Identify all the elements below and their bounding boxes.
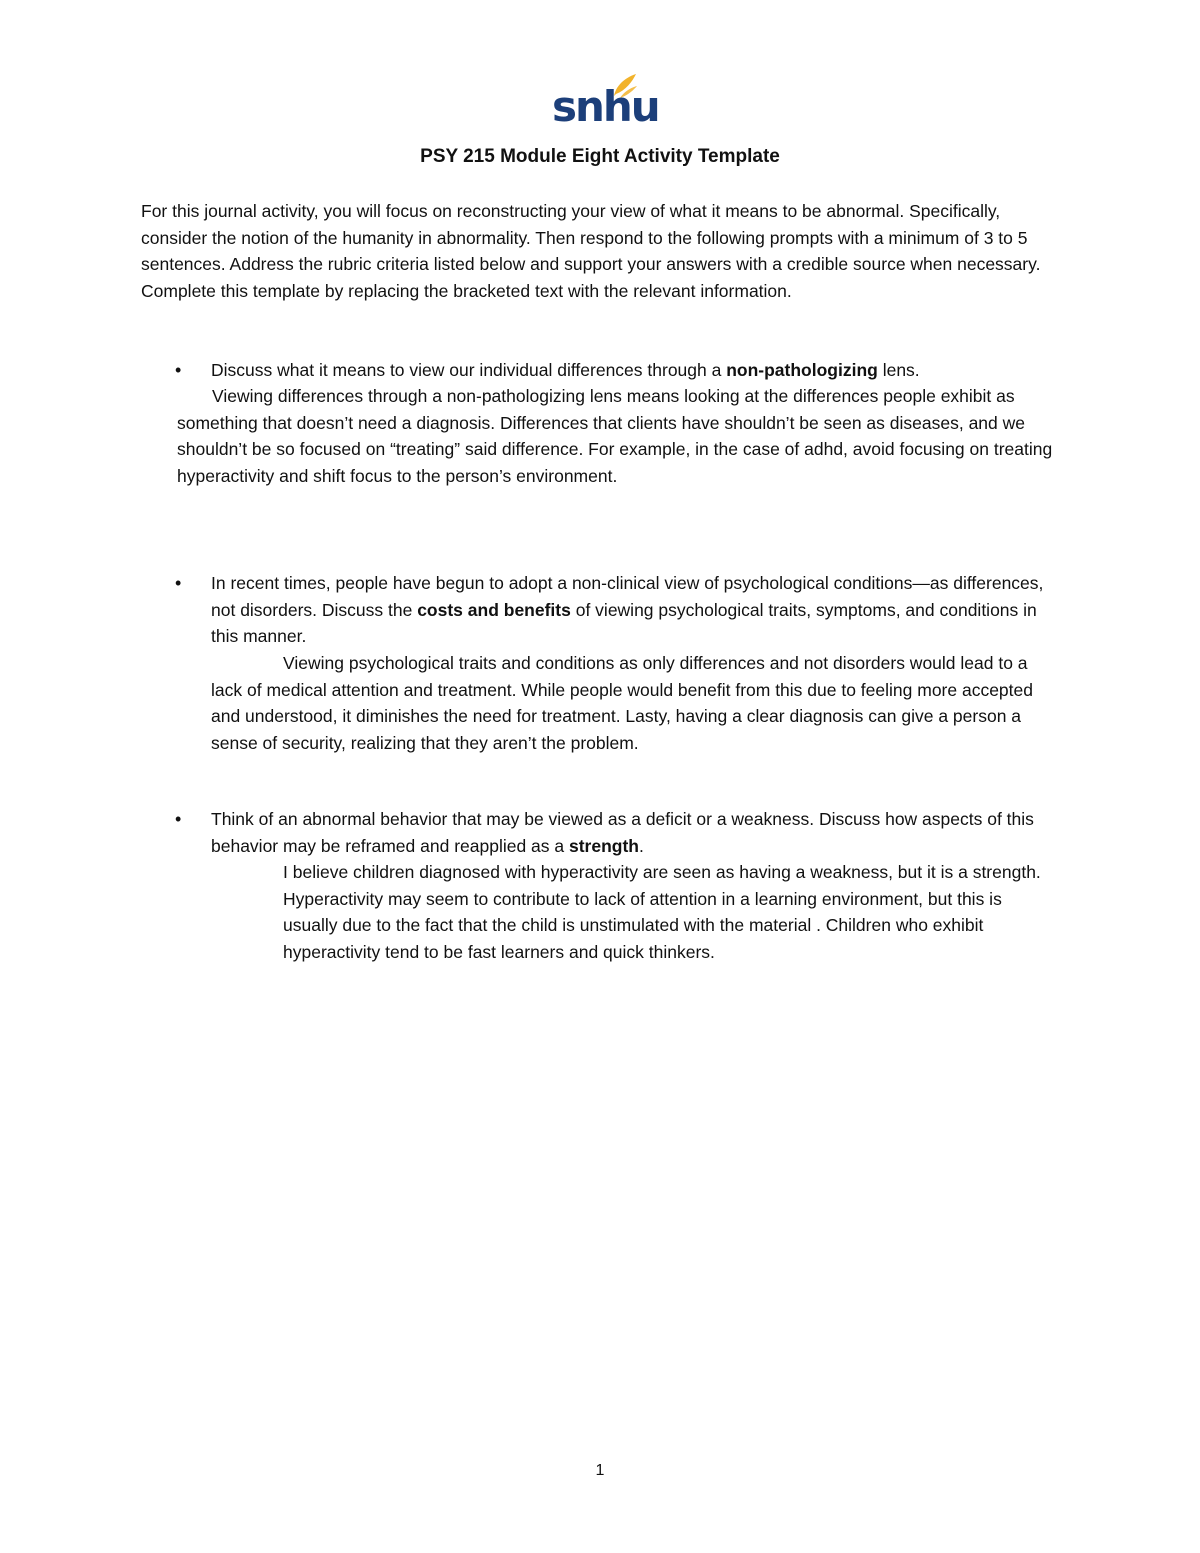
page-title: PSY 215 Module Eight Activity Template xyxy=(420,146,780,167)
answer-3: I believe children diagnosed with hyperactivity are seen as having a weakness, but it is a strength. Hyperactivity may seem to contribute to lack of attention in a learning environment, but this is usually due to the fact that the child is unstimulated with the material . Children who exhibit hyperactivity tend to be fast learners and quick thinkers. xyxy=(283,862,1041,962)
bullet-2: • xyxy=(175,573,182,593)
prompt-3-text: Think of an abnormal behavior that may be viewed as a deficit or a weakness. Discuss how aspects of this behavior may be reframed and reapplied as a xyxy=(211,809,1034,856)
prompt-1-text: Discuss what it means to view our individual differences through a xyxy=(211,360,727,380)
answer-2: Viewing psychological traits and conditions as only differences and not disorders would lead to a lack of medical attention and treatment. While people would benefit from this due to feeling more accepted and understood, it diminishes the need for treatment. Lasty, having a clear diagnosis can give a person a sense of security, realizing that they aren’t the problem. xyxy=(211,653,1033,753)
prompt-2-text: In recent times, people have begun to adopt a non-clinical view of psychological conditions—as differences, not disorders. Discuss the xyxy=(211,573,1044,620)
prompt-3-emphasis: strength xyxy=(569,835,639,856)
prompt-3 xyxy=(211,806,1061,859)
bullet-3: • xyxy=(175,809,182,829)
snhu-logo xyxy=(552,72,659,136)
bullet-1: • xyxy=(175,360,182,380)
logo-wordmark: snhu xyxy=(552,82,659,131)
prompt-2-emphasis: costs and benefits xyxy=(417,599,571,620)
intro-paragraph: For this journal activity, you will focus on reconstructing your view of what it means to be abnormal. Specifically, consider the notion of the humanity in abnormality. Then respond to the following prompts with a minimum of 3 to 5 sentences. Address the rubric criteria listed below and support your answers with a credible source when necessary. Complete this template by replacing the bracketed text with the relevant information. xyxy=(141,201,1041,301)
prompt-1-text-end: lens. xyxy=(877,360,920,380)
prompt-2 xyxy=(211,570,1061,650)
page-number: 1 xyxy=(595,1462,605,1479)
answer-1: Viewing differences through a non-pathologizing lens means looking at the differences people exhibit as something that doesn’t need a diagnosis. Differences that clients have shouldn’t be seen as diseases, and we shouldn’t be so focused on “treating” said difference. For example, in the case of adhd, avoid focusing on treating hyperactivity and shift focus to the person’s environment. xyxy=(177,386,1053,486)
prompt-3-text-end: . xyxy=(639,835,644,856)
prompt-1 xyxy=(211,357,1061,384)
prompt-2-text-end: of viewing psychological traits, symptoms, and conditions in this manner. xyxy=(211,599,1037,647)
prompt-1-emphasis: non-pathologizing xyxy=(726,360,878,380)
